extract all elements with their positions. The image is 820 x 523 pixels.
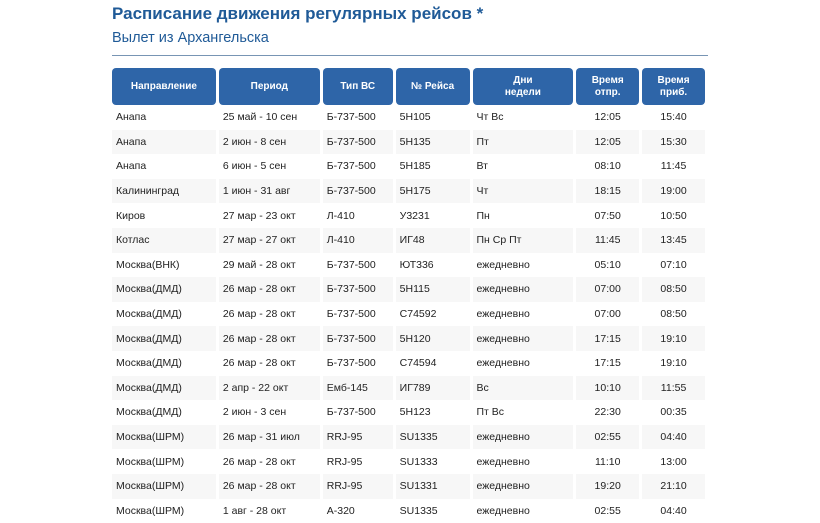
header-arrival-time: Время приб. [642, 68, 705, 105]
cell-flight-number: SU1331 [396, 474, 470, 499]
cell-arrival-time: 19:10 [642, 351, 705, 376]
cell-arrival-time: 13:00 [642, 449, 705, 474]
table-row [112, 425, 705, 450]
cell-days: ежедневно [473, 326, 574, 351]
table-row [112, 277, 705, 302]
cell-period: 25 май - 10 сен [219, 105, 320, 130]
cell-flight-number: SU1333 [396, 449, 470, 474]
cell-flight-number: 5Н185 [396, 154, 470, 179]
table-row [112, 351, 705, 376]
cell-days: ежедневно [473, 474, 574, 499]
cell-departure-time: 08:10 [576, 154, 639, 179]
cell-flight-number: SU1335 [396, 499, 470, 523]
cell-direction: Москва(ВНК) [112, 253, 216, 278]
cell-days: ежедневно [473, 449, 574, 474]
table-row [112, 228, 705, 253]
cell-arrival-time: 11:55 [642, 376, 705, 401]
cell-direction: Москва(ШРМ) [112, 474, 216, 499]
cell-arrival-time: 15:40 [642, 105, 705, 130]
cell-days: Чт [473, 179, 574, 204]
cell-period: 26 мар - 28 окт [219, 302, 320, 327]
cell-departure-time: 22:30 [576, 400, 639, 425]
cell-period: 26 мар - 28 окт [219, 326, 320, 351]
cell-departure-time: 11:10 [576, 449, 639, 474]
cell-departure-time: 11:45 [576, 228, 639, 253]
table-row [112, 302, 705, 327]
cell-direction: Москва(ШРМ) [112, 425, 216, 450]
cell-days: Вт [473, 154, 574, 179]
cell-departure-time: 18:15 [576, 179, 639, 204]
header-departure-time: Время отпр. [576, 68, 639, 105]
cell-period: 1 авг - 28 окт [219, 499, 320, 523]
cell-days: Пн Ср Пт [473, 228, 574, 253]
cell-period: 29 май - 28 окт [219, 253, 320, 278]
cell-direction: Анапа [112, 105, 216, 130]
cell-days: Пт Вс [473, 400, 574, 425]
cell-period: 26 мар - 28 окт [219, 449, 320, 474]
cell-arrival-time: 11:45 [642, 154, 705, 179]
cell-days: ежедневно [473, 302, 574, 327]
table-row [112, 179, 705, 204]
cell-direction: Калининград [112, 179, 216, 204]
cell-aircraft-type: А-320 [323, 499, 393, 523]
table-row [112, 499, 705, 523]
cell-direction: Москва(ДМД) [112, 277, 216, 302]
header-days-of-week: Дни недели [473, 68, 574, 105]
cell-departure-time: 07:00 [576, 302, 639, 327]
cell-arrival-time: 07:10 [642, 253, 705, 278]
table-row [112, 203, 705, 228]
table-header-row [112, 68, 705, 105]
cell-departure-time: 07:50 [576, 203, 639, 228]
cell-direction: Анапа [112, 130, 216, 155]
cell-arrival-time: 04:40 [642, 499, 705, 523]
cell-flight-number: 5Н175 [396, 179, 470, 204]
cell-direction: Москва(ШРМ) [112, 449, 216, 474]
cell-direction: Анапа [112, 154, 216, 179]
cell-aircraft-type: Л-410 [323, 203, 393, 228]
cell-aircraft-type: Б-737-500 [323, 253, 393, 278]
table-row [112, 400, 705, 425]
table-row [112, 376, 705, 401]
cell-flight-number: ИГ789 [396, 376, 470, 401]
header-flight-number: № Рейса [396, 68, 470, 105]
table-row [112, 105, 705, 130]
cell-period: 26 мар - 28 окт [219, 277, 320, 302]
cell-days: Пн [473, 203, 574, 228]
cell-days: ежедневно [473, 499, 574, 523]
cell-flight-number: ИГ48 [396, 228, 470, 253]
cell-direction: Киров [112, 203, 216, 228]
cell-arrival-time: 08:50 [642, 277, 705, 302]
cell-direction: Москва(ДМД) [112, 376, 216, 401]
table-row [112, 130, 705, 155]
page-subtitle: Вылет из Архангельска [112, 28, 708, 48]
cell-arrival-time: 00:35 [642, 400, 705, 425]
cell-aircraft-type: Б-737-500 [323, 351, 393, 376]
cell-flight-number: 5Н135 [396, 130, 470, 155]
cell-flight-number: ЮТ336 [396, 253, 470, 278]
cell-period: 27 мар - 23 окт [219, 203, 320, 228]
cell-arrival-time: 19:10 [642, 326, 705, 351]
cell-aircraft-type: Б-737-500 [323, 154, 393, 179]
table-row [112, 449, 705, 474]
cell-period: 26 мар - 31 июл [219, 425, 320, 450]
cell-arrival-time: 10:50 [642, 203, 705, 228]
cell-days: Вс [473, 376, 574, 401]
cell-period: 27 мар - 27 окт [219, 228, 320, 253]
cell-departure-time: 17:15 [576, 326, 639, 351]
cell-aircraft-type: Б-737-500 [323, 105, 393, 130]
schedule-table [109, 68, 708, 523]
table-row [112, 326, 705, 351]
cell-days: ежедневно [473, 277, 574, 302]
header-period: Период [219, 68, 320, 105]
cell-days: Пт [473, 130, 574, 155]
cell-period: 2 июн - 8 сен [219, 130, 320, 155]
cell-days: ежедневно [473, 351, 574, 376]
header-aircraft-type: Тип ВС [323, 68, 393, 105]
cell-aircraft-type: Б-737-500 [323, 179, 393, 204]
cell-departure-time: 05:10 [576, 253, 639, 278]
cell-period: 26 мар - 28 окт [219, 474, 320, 499]
cell-flight-number: 5Н120 [396, 326, 470, 351]
cell-aircraft-type: RRJ-95 [323, 474, 393, 499]
cell-aircraft-type: RRJ-95 [323, 449, 393, 474]
cell-arrival-time: 19:00 [642, 179, 705, 204]
page-title: Расписание движения регулярных рейсов * [112, 3, 708, 25]
header-direction: Направление [112, 68, 216, 105]
cell-departure-time: 19:20 [576, 474, 639, 499]
cell-arrival-time: 08:50 [642, 302, 705, 327]
cell-period: 2 июн - 3 сен [219, 400, 320, 425]
cell-direction: Москва(ДМД) [112, 326, 216, 351]
cell-flight-number: 5Н123 [396, 400, 470, 425]
cell-aircraft-type: Б-737-500 [323, 326, 393, 351]
cell-departure-time: 10:10 [576, 376, 639, 401]
cell-flight-number: У3231 [396, 203, 470, 228]
cell-flight-number: 5Н105 [396, 105, 470, 130]
cell-direction: Котлас [112, 228, 216, 253]
cell-direction: Москва(ДМД) [112, 351, 216, 376]
cell-flight-number: 5Н115 [396, 277, 470, 302]
cell-days: ежедневно [473, 253, 574, 278]
cell-arrival-time: 04:40 [642, 425, 705, 450]
schedule-panel [112, 0, 708, 523]
cell-aircraft-type: Емб-145 [323, 376, 393, 401]
cell-period: 26 мар - 28 окт [219, 351, 320, 376]
cell-aircraft-type: RRJ-95 [323, 425, 393, 450]
cell-departure-time: 02:55 [576, 499, 639, 523]
cell-departure-time: 12:05 [576, 130, 639, 155]
cell-direction: Москва(ШРМ) [112, 499, 216, 523]
cell-period: 6 июн - 5 сен [219, 154, 320, 179]
table-row [112, 154, 705, 179]
cell-direction: Москва(ДМД) [112, 400, 216, 425]
cell-days: Чт Вс [473, 105, 574, 130]
cell-flight-number: SU1335 [396, 425, 470, 450]
cell-departure-time: 17:15 [576, 351, 639, 376]
table-row [112, 474, 705, 499]
table-row [112, 253, 705, 278]
cell-departure-time: 07:00 [576, 277, 639, 302]
title-divider [112, 55, 708, 56]
cell-departure-time: 12:05 [576, 105, 639, 130]
cell-arrival-time: 21:10 [642, 474, 705, 499]
cell-aircraft-type: Б-737-500 [323, 130, 393, 155]
cell-direction: Москва(ДМД) [112, 302, 216, 327]
cell-aircraft-type: Б-737-500 [323, 277, 393, 302]
cell-arrival-time: 15:30 [642, 130, 705, 155]
cell-aircraft-type: Б-737-500 [323, 400, 393, 425]
cell-period: 2 апр - 22 окт [219, 376, 320, 401]
cell-flight-number: С74594 [396, 351, 470, 376]
cell-period: 1 июн - 31 авг [219, 179, 320, 204]
cell-aircraft-type: Л-410 [323, 228, 393, 253]
cell-aircraft-type: Б-737-500 [323, 302, 393, 327]
cell-arrival-time: 13:45 [642, 228, 705, 253]
cell-departure-time: 02:55 [576, 425, 639, 450]
cell-days: ежедневно [473, 425, 574, 450]
cell-flight-number: С74592 [396, 302, 470, 327]
